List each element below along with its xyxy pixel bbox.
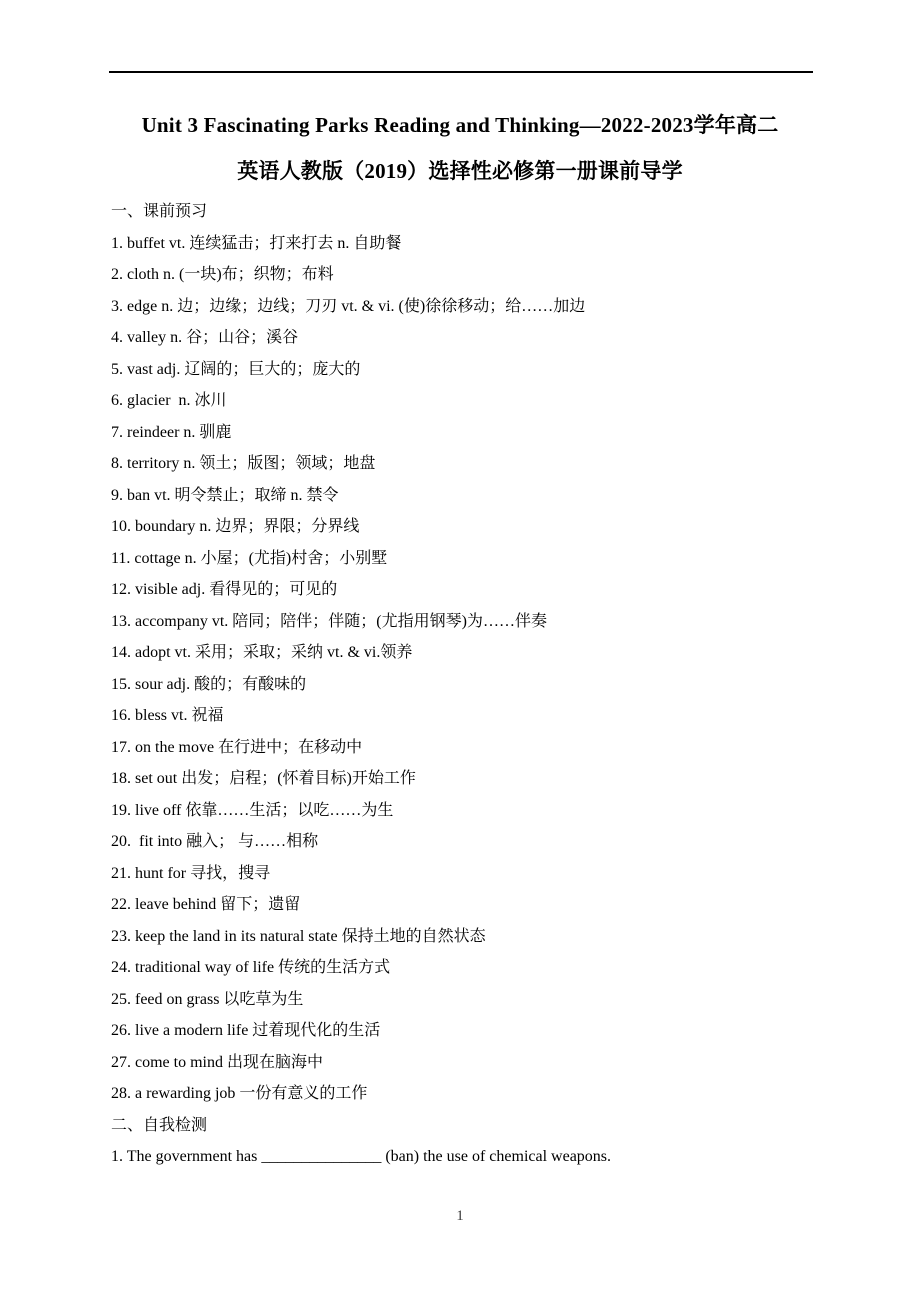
vocabulary-item: 2. cloth n. (一块)布；织物；布料 — [111, 266, 334, 283]
vocabulary-item: 23. keep the land in its natural state 保持土地的自然状态 — [111, 927, 486, 945]
document-body — [111, 196, 830, 1173]
vocabulary-item: 11. cottage n. 小屋；(尤指)村舍；小别墅 — [111, 549, 388, 567]
vocabulary-item: 21. hunt for 寻找，搜寻 — [111, 864, 271, 882]
vocabulary-item: 6. glacier n. 冰川 — [111, 392, 227, 409]
page-title-line-2: 英语人教版（2019）选择性必修第一册课前导学 — [237, 159, 683, 183]
vocabulary-item: 7. reindeer n. 驯鹿 — [111, 423, 232, 441]
vocabulary-item: 15. sour adj. 酸的；有酸味的 — [111, 675, 307, 693]
vocabulary-item: 27. come to mind 出现在脑海中 — [111, 1053, 323, 1071]
vocabulary-item: 12. visible adj. 看得见的；可见的 — [111, 581, 338, 598]
exercise-item: 1. The government has _______________ (ban) the use of chemical weapons. — [111, 1148, 612, 1165]
vocabulary-item: 10. boundary n. 边界；界限；分界线 — [111, 518, 360, 535]
vocabulary-item: 17. on the move 在行进中；在移动中 — [111, 738, 363, 756]
vocabulary-item: 25. feed on grass 以吃草为生 — [111, 990, 304, 1008]
vocabulary-item: 13. accompany vt. 陪同；陪伴；伴随；(尤指用钢琴)为……伴奏 — [111, 612, 547, 630]
vocabulary-item: 16. bless vt. 祝福 — [111, 707, 224, 724]
vocabulary-item: 4. valley n. 谷；山谷；溪谷 — [111, 329, 299, 346]
page-number: 1 — [456, 1208, 464, 1224]
vocabulary-item: 14. adopt vt. 采用；采取；采纳 vt. & vi.领养 — [111, 644, 413, 661]
section-heading-preview: 一、课前预习 — [111, 203, 208, 220]
vocabulary-item: 18. set out 出发；启程；(怀着目标)开始工作 — [111, 770, 416, 787]
vocabulary-item: 22. leave behind 留下；遗留 — [111, 896, 301, 913]
vocabulary-item: 28. a rewarding job 一份有意义的工作 — [111, 1085, 368, 1102]
vocabulary-list — [111, 228, 830, 1110]
vocabulary-item: 20. fit into 融入； 与……相称 — [111, 833, 319, 850]
vocabulary-item: 9. ban vt. 明令禁止；取缔 n. 禁令 — [111, 486, 339, 504]
selftest-list — [111, 1141, 830, 1173]
vocabulary-item: 5. vast adj. 辽阔的；巨大的；庞大的 — [111, 360, 361, 378]
vocabulary-item: 26. live a modern life 过着现代化的生活 — [111, 1022, 381, 1039]
section-heading-selftest: 二、自我检测 — [111, 1116, 208, 1134]
page-title-line-1: Unit 3 Fascinating Parks Reading and Thinking—2022-2023学年高二 — [141, 113, 779, 137]
vocabulary-item: 1. buffet vt. 连续猛击；打来打去 n. 自助餐 — [111, 234, 402, 252]
vocabulary-item: 24. traditional way of life 传统的生活方式 — [111, 959, 391, 976]
vocabulary-item: 3. edge n. 边；边缘；边线；刀刃 vt. & vi. (使)徐徐移动；给……加边 — [111, 297, 586, 315]
header-divider — [109, 71, 813, 73]
vocabulary-item: 19. live off 依靠……生活；以吃……为生 — [111, 801, 394, 819]
vocabulary-item: 8. territory n. 领土；版图；领域；地盘 — [111, 455, 376, 472]
page-title — [55, 102, 865, 194]
